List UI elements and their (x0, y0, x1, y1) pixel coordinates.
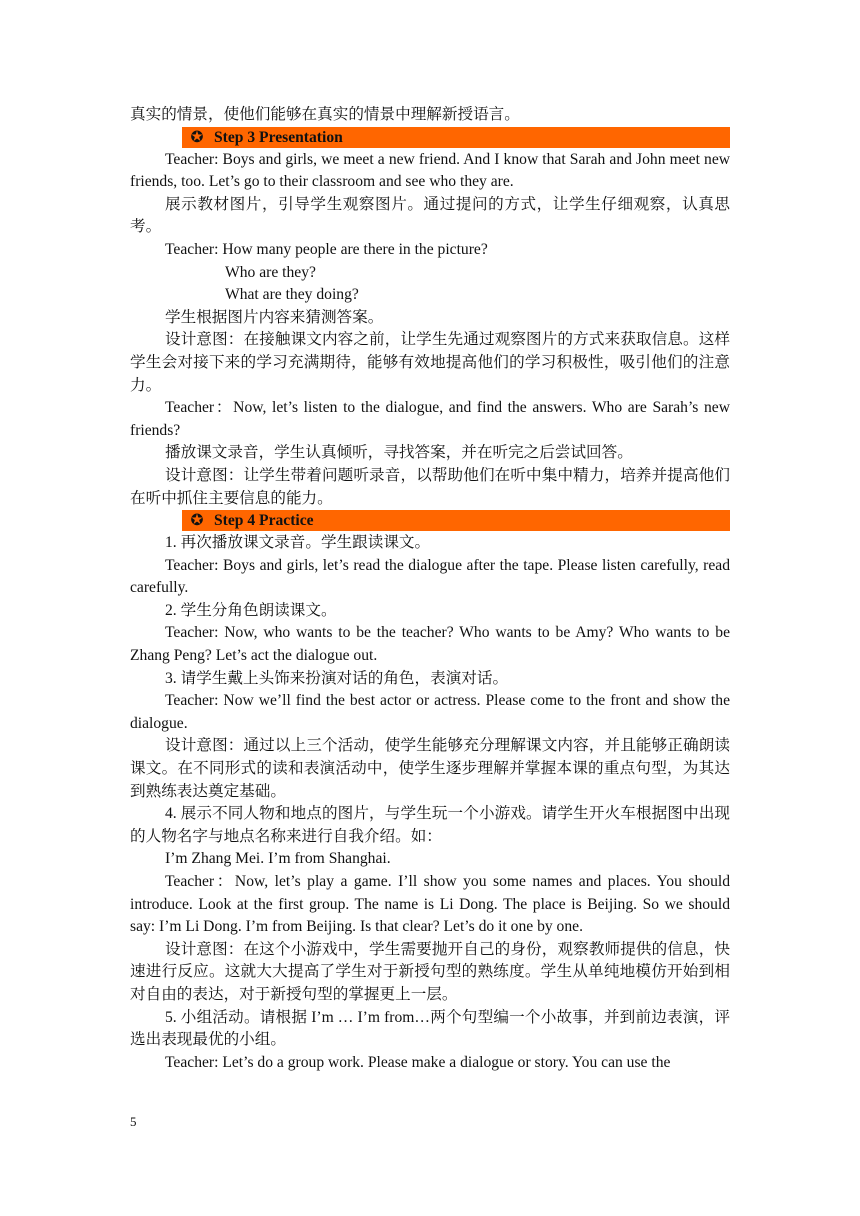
paragraph: 5. 小组活动。请根据 I’m … I’m from…两个句型编一个小故事，并到前边表演，评选出表现最优的小组。 (130, 1008, 730, 1049)
paragraph: Teacher：Now, let’s play a game. I’ll show you some names and places. You should introduce. Look at the first group. The name is Li Dong. The place is Beijing. So we should say: I’m Li Dong. I’m from Beijing. Is that clear? Let’s do it one by one. (130, 873, 730, 936)
paragraph: Teacher: Now, who wants to be the teacher? Who wants to be Amy? Who wants to be Zhang Peng? Let’s act the dialogue out. (130, 624, 730, 665)
paragraph: 播放课文录音，学生认真倾听，寻找答案，并在听完之后尝试回答。 (165, 444, 633, 462)
step-4-heading (182, 510, 730, 531)
paragraph: 设计意图：通过以上三个活动，使学生能够充分理解课文内容，并且能够正确朗读课文。在不同形式的读和表演活动中，使学生逐步理解并掌握本课的重点句型，为其达到熟练表达奠定基础。 (130, 737, 730, 800)
paragraph: 设计意图：在接触课文内容之前，让学生先通过观察图片的方式来获取信息。这样学生会对接下来的学习充满期待，能够有效地提高他们的学习积极性，吸引他们的注意力。 (130, 331, 730, 394)
paragraph: 2. 学生分角色朗读课文。 (165, 601, 337, 619)
paragraph: Teacher: Now we’ll find the best actor or actress. Please come to the front and show the dialogue. (130, 692, 730, 732)
paragraph: Teacher: Boys and girls, we meet a new friend. And I know that Sarah and John meet new friends, too. Let’s go to their classroom and see who they are. (130, 150, 730, 191)
document-body (130, 104, 730, 1074)
paragraph: Teacher：Now, let’s listen to the dialogue, and find the answers. Who are Sarah’s new friends? (130, 399, 730, 439)
paragraph: Teacher: Boys and girls, let’s read the dialogue after the tape. Please listen carefully, read carefully. (130, 556, 730, 597)
paragraph: I’m Zhang Mei. I’m from Shanghai. (165, 850, 391, 868)
paragraph: 真实的情景，使他们能够在真实的情景中理解新授语言。 (130, 106, 520, 123)
paragraph: 设计意图：让学生带着问题听录音，以帮助他们在听中集中精力，培养并提高他们在听中抓住主要信息的能力。 (130, 466, 730, 507)
star-circle-icon: ✪ (190, 512, 204, 530)
step-title: Step 4 Practice (214, 512, 314, 530)
paragraph: 展示教材图片，引导学生观察图片。通过提问的方式，让学生仔细观察，认真思考。 (130, 195, 730, 236)
paragraph: What are they doing? (225, 286, 359, 304)
step-title: Step 3 Presentation (214, 128, 343, 146)
paragraph: 4. 展示不同人物和地点的图片，与学生玩一个小游戏。请学生开火车根据图中出现的人物名字与地点名称来进行自我介绍。如： (130, 805, 730, 845)
paragraph: Teacher: Let’s do a group work. Please make a dialogue or story. You can use the (165, 1053, 671, 1071)
step-3-heading (182, 127, 730, 148)
paragraph: Who are they? (225, 263, 316, 281)
paragraph: Teacher: How many people are there in the picture? (165, 240, 488, 258)
paragraph: 1. 再次播放课文录音。学生跟读课文。 (165, 534, 431, 552)
paragraph: 3. 请学生戴上头饰来扮演对话的角色，表演对话。 (165, 669, 509, 687)
paragraph: 设计意图：在这个小游戏中，学生需要抛开自己的身份，观察教师提供的信息，快速进行反应。这就大大提高了学生对于新授句型的熟练度。学生从单纯地模仿开始到相对自由的表达，对于新授句型的掌握更上一层。 (130, 940, 730, 1003)
page-number: 5 (130, 1114, 137, 1129)
star-circle-icon: ✪ (190, 128, 204, 146)
paragraph: 学生根据图片内容来猜测答案。 (165, 308, 384, 326)
